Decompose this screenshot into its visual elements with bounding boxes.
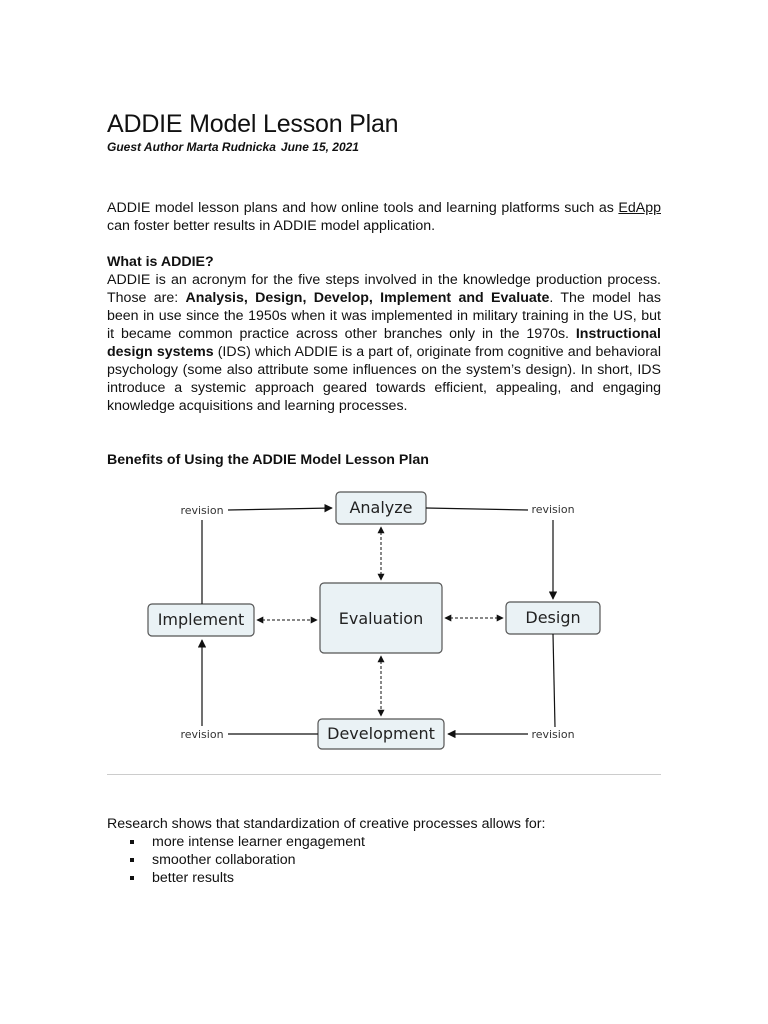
byline xyxy=(107,140,359,154)
intro-text-after: can foster better results in ADDIE model application. xyxy=(107,218,436,234)
benefits-heading: Benefits of Using the ADDIE Model Lesson Plan xyxy=(107,452,429,468)
design-to-revision-line xyxy=(553,634,555,727)
addie-text-2: . The model has been in use since the 1950s when it was implemented in military training in the US, but it became common practice across other branches only in the 1970s. xyxy=(107,290,661,342)
addie-steps-bold: Analysis, Design, Develop, Implement and Evaluate xyxy=(185,290,550,306)
intro-text-before: ADDIE model lesson plans and how online tools and learning platforms such as xyxy=(107,200,619,216)
page-title: ADDIE Model Lesson Plan xyxy=(107,110,399,138)
analyze-label: Analyze xyxy=(349,498,413,517)
analyze-to-revision-line xyxy=(426,508,528,510)
publish-date: June 15, 2021 xyxy=(280,140,359,154)
research-list xyxy=(107,833,365,887)
edapp-link[interactable]: EdApp xyxy=(618,200,661,216)
evaluation-label: Evaluation xyxy=(338,609,424,628)
list-item: better results xyxy=(107,869,365,887)
implement-label: Implement xyxy=(157,610,245,629)
revision-arrow-to-analyze xyxy=(228,508,332,510)
revision-label-bottom-right: revision xyxy=(531,728,575,741)
what-is-addie-heading: What is ADDIE? xyxy=(107,254,214,270)
revision-label-top-left: revision xyxy=(180,504,224,517)
ids-bold: Instructional design systems xyxy=(107,326,661,360)
list-item: more intense learner engagement xyxy=(107,833,365,851)
revision-label-top-right: revision xyxy=(531,503,575,516)
addie-text-3: (IDS) which ADDIE is a part of, originate from cognitive and behavioral psychology (some also attribute some influences on the system’s design). In short, IDS introduce a systemic approach geared towards efficient, appealing, and engaging knowledge acquisitions and learning processes. xyxy=(107,344,661,414)
addie-diagram xyxy=(140,482,610,754)
section-divider xyxy=(107,774,661,775)
list-item: smoother collaboration xyxy=(107,851,365,869)
research-intro: Research shows that standardization of creative processes allows for: xyxy=(107,816,546,832)
addie-text-1: ADDIE is an acronym for the five steps involved in the knowledge production process. Those are: xyxy=(107,272,661,306)
revision-label-bottom-left: revision xyxy=(180,728,224,741)
author-name: Guest Author Marta Rudnicka xyxy=(107,140,276,154)
design-label: Design xyxy=(525,608,581,627)
intro-paragraph xyxy=(107,199,661,235)
development-label: Development xyxy=(327,724,435,743)
what-is-addie-paragraph xyxy=(107,271,661,415)
